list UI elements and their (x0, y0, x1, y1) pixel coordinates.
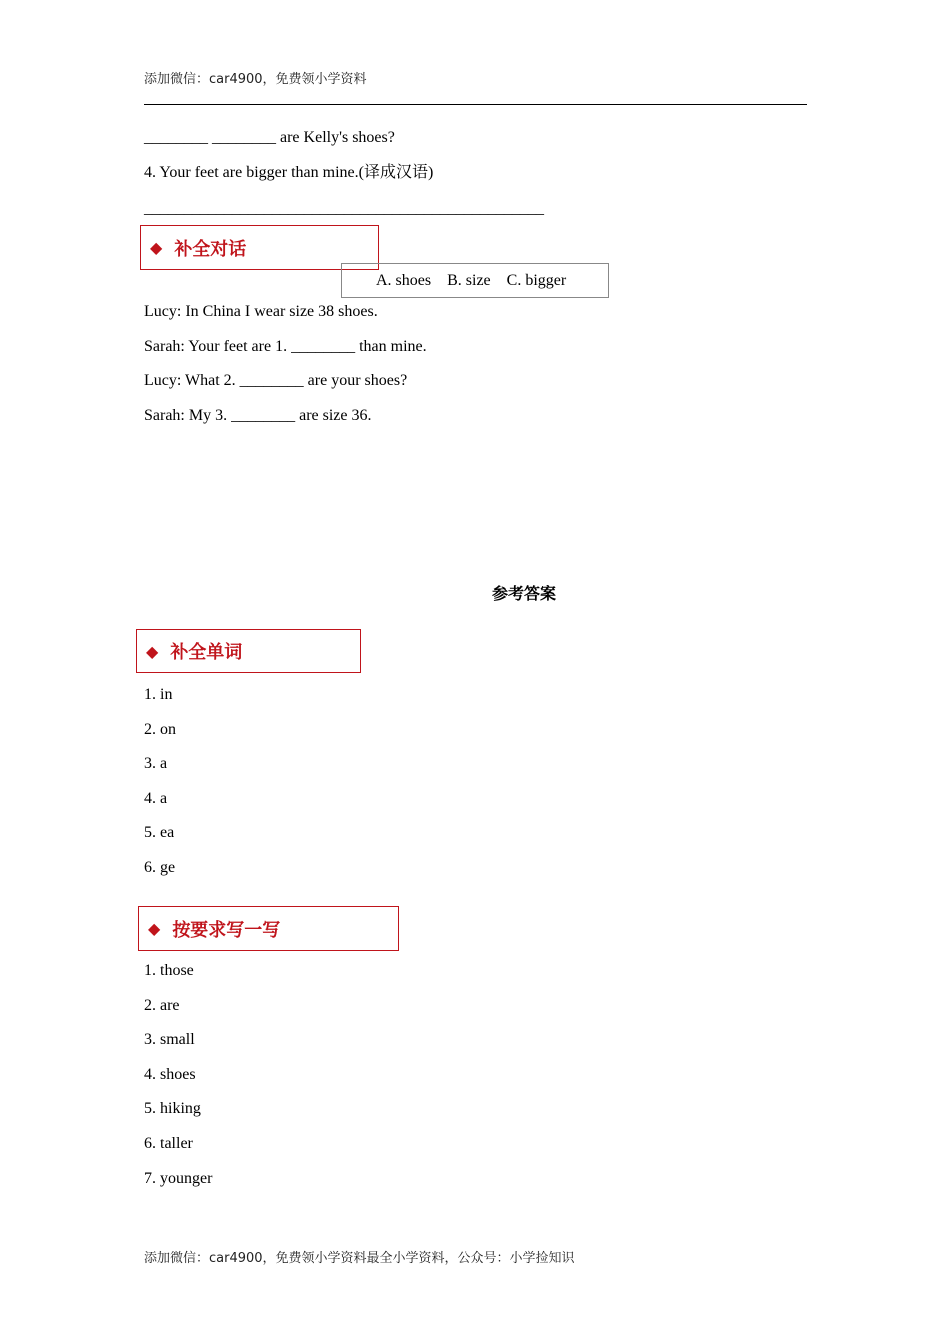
header-divider (144, 104, 807, 105)
section-header-writing (138, 906, 399, 951)
diamond-icon: ◆ (148, 919, 161, 938)
answer-item: 4. a (144, 790, 168, 807)
answer-item: 1. in (144, 686, 173, 703)
question-line: ________ ________ are Kelly's shoes? (144, 129, 395, 146)
section-header-words (136, 629, 361, 673)
answer-item: 7. younger (144, 1170, 213, 1187)
answer-item: 3. a (144, 755, 168, 772)
diamond-icon: ◆ (146, 641, 159, 661)
question-line: 4. Your feet are bigger than mine.(译成汉语) (144, 164, 434, 181)
section-title: 补全对话 (174, 238, 247, 260)
dialogue-line: Lucy: In China I wear size 38 shoes. (144, 303, 378, 320)
section-title: 补全单词 (170, 642, 243, 663)
page-footer: 添加微信：car4900，免费领小学资料最全小学资料，公众号：小学捡知识 (144, 1251, 575, 1266)
dialogue-line: Sarah: Your feet are 1. ________ than mine. (144, 338, 427, 355)
answer-item: 6. taller (144, 1135, 193, 1152)
answer-item: 3. small (144, 1031, 195, 1048)
answer-blank-line: __________________________________________________ (144, 200, 544, 217)
answer-item: 5. hiking (144, 1100, 201, 1117)
answer-item: 5. ea (144, 824, 175, 841)
dialogue-line: Lucy: What 2. ________ are your shoes? (144, 372, 408, 389)
section-title: 按要求写一写 (172, 919, 281, 941)
page-header: 添加微信：car4900，免费领小学资料 (144, 72, 367, 87)
answers-title: 参考答案 (492, 584, 557, 603)
answer-item: 1. those (144, 962, 194, 979)
answer-item: 2. are (144, 997, 180, 1014)
answer-item: 6. ge (144, 859, 176, 876)
answer-item: 4. shoes (144, 1066, 196, 1083)
word-options-box: A. shoes B. size C. bigger (341, 263, 609, 298)
answer-item: 2. on (144, 721, 176, 738)
dialogue-line: Sarah: My 3. ________ are size 36. (144, 407, 372, 424)
diamond-icon: ◆ (150, 238, 163, 257)
